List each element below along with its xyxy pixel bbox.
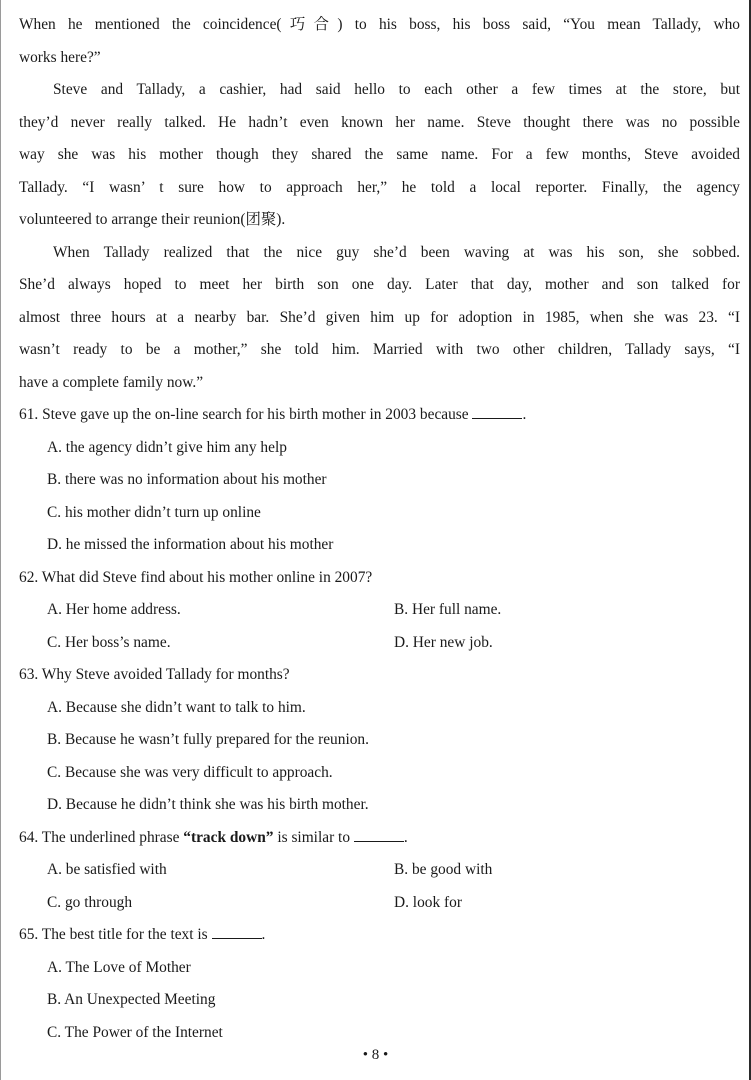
answer-option-d: D. look for xyxy=(394,893,462,911)
question-stem xyxy=(19,822,740,855)
question-stem: 62. What did Steve find about his mother online in 2007? xyxy=(19,568,373,586)
page-number: • 8 • xyxy=(362,1047,389,1063)
question-stem-end: . xyxy=(261,926,266,943)
passage-line: almost three hours at a nearby bar. She’d given him up for adoption in 1985, when she was 23. “I xyxy=(19,308,740,326)
question-stem-text: 61. Steve gave up the on-line search for his birth mother in 2003 because xyxy=(19,406,469,423)
question-stem-end: . xyxy=(522,406,527,423)
question-stem xyxy=(19,919,740,952)
passage-line: they’d never really talked. He hadn’t even known her name. Steve thought there was no possible xyxy=(19,113,740,131)
question-62 xyxy=(19,562,740,660)
passage-line: volunteered to arrange their reunion(团聚). xyxy=(19,211,286,228)
answer-option-b: B. Her full name. xyxy=(394,601,502,618)
answer-option-a: A. Her home address. xyxy=(47,601,181,618)
answer-option-d: D. Because he didn’t think she was his birth mother. xyxy=(47,796,369,813)
question-63 xyxy=(19,659,740,822)
reading-passage xyxy=(19,9,740,399)
option-row xyxy=(19,887,740,920)
option-row xyxy=(19,854,740,887)
question-stem xyxy=(19,399,740,432)
question-61 xyxy=(19,399,740,562)
passage-line: Tallady. “I wasn’ t sure how to approach her,” he told a local reporter. Finally, the agency xyxy=(19,178,740,196)
answer-blank xyxy=(472,400,522,419)
answer-option-a: A. the agency didn’t give him any help xyxy=(47,438,287,456)
option-row xyxy=(19,627,740,660)
answer-option-c: C. Her boss’s name. xyxy=(47,633,171,651)
passage-line: have a complete family now.” xyxy=(19,373,204,391)
answer-blank xyxy=(354,823,404,842)
question-64 xyxy=(19,822,740,920)
option-row xyxy=(19,594,740,627)
answer-option-c: C. Because she was very difficult to approach. xyxy=(47,763,333,781)
answer-option-c: C. The Power of the Internet xyxy=(47,1023,223,1041)
question-stem: 63. Why Steve avoided Tallady for months? xyxy=(19,666,290,683)
question-stem-text: is similar to xyxy=(273,828,351,846)
answer-option-c: C. his mother didn’t turn up online xyxy=(47,503,261,521)
answer-option-b: B. An Unexpected Meeting xyxy=(47,991,216,1008)
key-phrase: “track down” xyxy=(183,828,274,846)
question-65 xyxy=(19,919,740,1049)
answer-option-b: B. be good with xyxy=(394,861,493,878)
answer-option-a: A. The Love of Mother xyxy=(47,958,191,976)
answer-option-d: D. he missed the information about his mother xyxy=(47,536,334,553)
answer-option-b: B. there was no information about his mother xyxy=(47,471,327,488)
answer-option-a: A. be satisfied with xyxy=(47,861,167,878)
answer-blank xyxy=(212,920,262,939)
answer-option-b: B. Because he wasn’t fully prepared for the reunion. xyxy=(47,731,369,748)
passage-line: works here?” xyxy=(19,48,101,66)
passage-line: Steve and Tallady, a cashier, had said hello to each other a few times at the store, but xyxy=(53,81,740,98)
answer-option-c: C. go through xyxy=(47,893,133,911)
answer-option-d: D. Her new job. xyxy=(394,633,493,651)
passage-line: When he mentioned the coincidence(巧合) to his boss, his boss said, “You mean Tallady, who xyxy=(19,16,740,33)
passage-line: When Tallady realized that the nice guy she’d been waving at was his son, she sobbed. xyxy=(53,243,740,261)
question-stem-text: 64. The underlined phrase xyxy=(19,828,184,846)
passage-line: way she was his mother though they shared the same name. For a few months, Steve avoided xyxy=(19,146,740,163)
question-stem-text: 65. The best title for the text is xyxy=(19,926,208,943)
answer-option-a: A. Because she didn’t want to talk to him. xyxy=(47,698,306,716)
passage-line: She’d always hoped to meet her birth son one day. Later that day, mother and son talked for xyxy=(19,276,740,293)
question-stem-end: . xyxy=(403,828,408,846)
passage-line: wasn’t ready to be a mother,” she told him. Married with two other children, Tallady says, “I xyxy=(19,341,740,358)
